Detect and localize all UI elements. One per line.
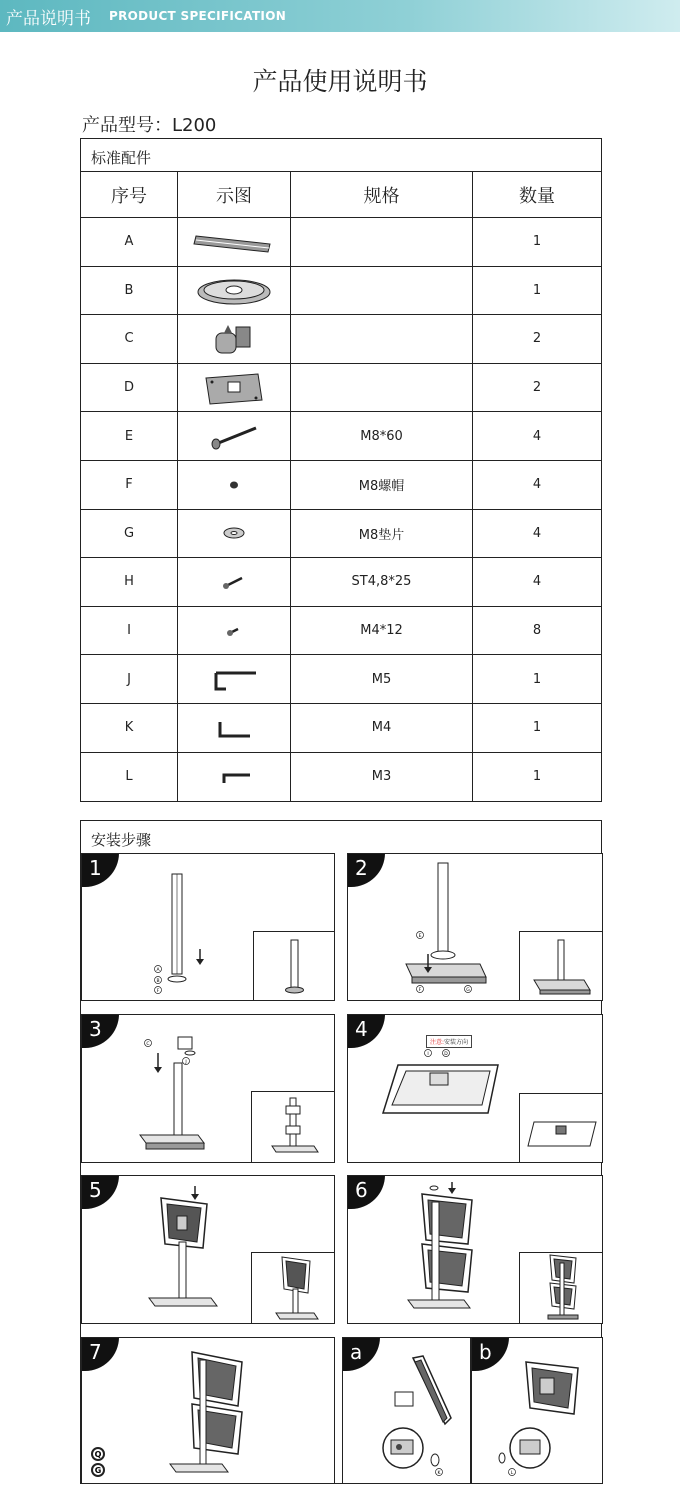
step-1-inset-drawing — [254, 932, 334, 1000]
step-3-inset — [251, 1091, 335, 1163]
parts-body — [81, 218, 601, 801]
part-image — [178, 267, 291, 315]
callout-g: G — [466, 988, 470, 993]
table-row — [81, 218, 601, 267]
step-6-drawing — [398, 1182, 508, 1322]
step-1-inset — [253, 931, 335, 1001]
step-3-panel — [81, 1014, 335, 1163]
wood-screw-icon — [186, 562, 282, 602]
pole-tube-icon — [186, 222, 282, 262]
round-base-plate-icon — [186, 270, 282, 310]
callout-f: F — [418, 988, 422, 993]
table-row — [81, 315, 601, 364]
step-number: 6 — [347, 1175, 385, 1209]
part-spec: M3 — [291, 753, 473, 802]
product-model: 产品型号：L200 — [82, 115, 217, 136]
part-qty: 4 — [532, 428, 542, 444]
header-qty: 数量 — [519, 185, 555, 207]
long-bolt-icon — [186, 416, 282, 456]
part-no: K — [81, 704, 178, 752]
step-5-inset-drawing — [252, 1253, 334, 1323]
callout-c: C — [146, 1042, 150, 1047]
steps-section-title: 安装步骤 — [91, 831, 152, 849]
step-number: 1 — [81, 853, 119, 887]
part-spec — [291, 218, 473, 266]
part-image — [178, 364, 291, 412]
header-no: 序号 — [81, 172, 178, 217]
part-qty: 1 — [532, 671, 542, 687]
step-number: b — [471, 1337, 509, 1371]
header-image: 示图 — [178, 172, 291, 217]
step-7-callouts — [88, 1446, 108, 1480]
step-6-panel — [347, 1175, 603, 1324]
part-image — [178, 412, 291, 460]
note-warning: 注意: — [430, 1039, 445, 1046]
callout-q: Q — [94, 1450, 102, 1459]
step-2-drawing — [398, 859, 508, 999]
callout-e: E — [418, 934, 422, 939]
parts-table — [80, 138, 602, 802]
part-no: L — [81, 753, 178, 802]
part-spec — [291, 364, 473, 412]
part-image — [178, 510, 291, 558]
clamp-bracket-icon — [186, 319, 282, 359]
part-qty: 2 — [532, 380, 542, 396]
table-row — [81, 412, 601, 461]
small-screw-icon — [186, 611, 282, 651]
part-image — [178, 461, 291, 509]
part-no: E — [81, 412, 178, 460]
step-3-drawing — [132, 1025, 242, 1155]
part-image — [178, 315, 291, 363]
hex-key-large-icon — [186, 659, 282, 699]
callout-j: J — [185, 1060, 187, 1065]
part-no: A — [81, 218, 178, 266]
vesa-plate-icon — [186, 368, 282, 408]
callout-d: D — [444, 1052, 448, 1057]
step-6-inset-drawing — [520, 1253, 602, 1323]
callout-l: L — [510, 1471, 514, 1476]
part-no: H — [81, 558, 178, 606]
part-qty: 1 — [532, 720, 542, 736]
step-number: 5 — [81, 1175, 119, 1209]
part-qty: 4 — [532, 477, 542, 493]
callout-g: G — [94, 1466, 102, 1475]
parts-section-title: 标准配件 — [81, 139, 601, 172]
part-qty: 1 — [532, 234, 542, 250]
callout-b: B — [156, 979, 160, 984]
part-qty: 1 — [532, 282, 542, 298]
part-spec: M8*60 — [291, 412, 473, 460]
part-no: F — [81, 461, 178, 509]
callout-a: A — [156, 968, 160, 973]
part-spec: ST4,8*25 — [291, 558, 473, 606]
part-image — [178, 753, 291, 802]
part-spec: M4*12 — [291, 607, 473, 655]
step-7-panel — [81, 1337, 335, 1484]
parts-header-row — [81, 172, 601, 218]
nut-icon — [186, 465, 282, 505]
part-spec: M5 — [291, 655, 473, 703]
table-row — [81, 364, 601, 413]
callout-i: I — [427, 1052, 429, 1057]
callout-k: K — [437, 1471, 441, 1476]
hex-key-medium-icon — [186, 708, 282, 748]
part-no: G — [81, 510, 178, 558]
step-1-drawing — [142, 869, 232, 994]
step-5-drawing — [137, 1186, 247, 1316]
note-text: 安装方向 — [444, 1039, 469, 1046]
part-qty: 4 — [532, 525, 542, 541]
step-3-inset-drawing — [252, 1092, 334, 1162]
part-spec: M8螺帽 — [291, 461, 473, 509]
part-image — [178, 558, 291, 606]
step-1-panel — [81, 853, 335, 1001]
step-2-inset — [519, 931, 603, 1001]
step-b-panel — [471, 1337, 603, 1484]
step-7-drawing — [162, 1344, 262, 1480]
part-image — [178, 655, 291, 703]
step-a-drawing — [353, 1348, 468, 1482]
step-number: 2 — [347, 853, 385, 887]
table-row — [81, 655, 601, 704]
step-4-inset-drawing — [520, 1094, 602, 1162]
banner-title-en: PRODUCT SPECIFICATION — [109, 9, 287, 23]
part-spec — [291, 267, 473, 315]
part-spec: M4 — [291, 704, 473, 752]
part-spec — [291, 315, 473, 363]
part-spec: M8垫片 — [291, 510, 473, 558]
banner-title-cn: 产品说明书 — [6, 9, 91, 29]
part-no: I — [81, 607, 178, 655]
part-no: J — [81, 655, 178, 703]
part-qty: 4 — [532, 574, 542, 590]
table-row — [81, 753, 601, 802]
step-5-inset — [251, 1252, 335, 1324]
step-4-drawing — [378, 1045, 508, 1125]
step-number: 4 — [347, 1014, 385, 1048]
table-row — [81, 267, 601, 316]
install-steps — [80, 820, 602, 1484]
table-row — [81, 461, 601, 510]
step-5-panel — [81, 1175, 335, 1324]
step-number: 7 — [81, 1337, 119, 1371]
part-qty: 1 — [532, 769, 542, 785]
step-2-panel — [347, 853, 603, 1001]
part-image — [178, 218, 291, 266]
step-a-panel — [342, 1337, 471, 1484]
step-2-inset-drawing — [520, 932, 602, 1000]
washer-icon — [186, 513, 282, 553]
step-b-drawing — [482, 1348, 597, 1482]
step-number: 3 — [81, 1014, 119, 1048]
part-image — [178, 607, 291, 655]
header-spec: 规格 — [291, 172, 473, 217]
step-number: a — [342, 1337, 380, 1371]
table-row — [81, 558, 601, 607]
table-row — [81, 704, 601, 753]
table-row — [81, 510, 601, 559]
step-6-inset — [519, 1252, 603, 1324]
table-row — [81, 607, 601, 656]
step-4-panel — [347, 1014, 603, 1163]
part-no: B — [81, 267, 178, 315]
part-qty: 2 — [532, 331, 542, 347]
step-4-inset — [519, 1093, 603, 1163]
hex-key-small-icon — [186, 757, 282, 797]
part-image — [178, 704, 291, 752]
part-qty: 8 — [532, 623, 542, 639]
document-title: 产品使用说明书 — [252, 67, 428, 96]
part-no: C — [81, 315, 178, 363]
callout-f: F — [156, 989, 160, 994]
header-banner — [0, 0, 680, 32]
part-no: D — [81, 364, 178, 412]
